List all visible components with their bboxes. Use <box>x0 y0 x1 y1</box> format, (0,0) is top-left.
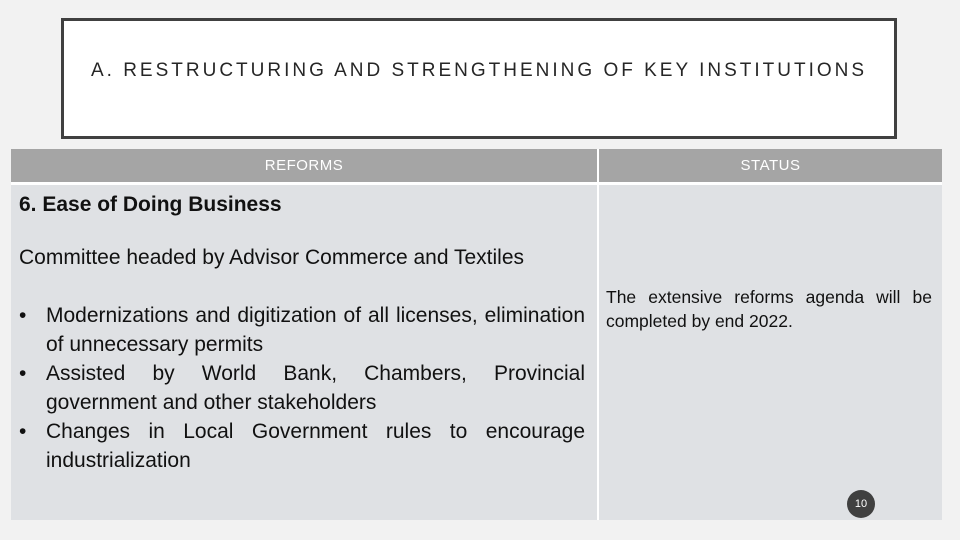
header-status: STATUS <box>599 149 942 182</box>
intro-text: Committee headed by Advisor Commerce and Textiles <box>19 246 525 269</box>
title-box <box>61 18 897 139</box>
slide-title: A. RESTRUCTURING AND STRENGTHENING OF KEY INSTITUTIONS <box>90 60 868 81</box>
reforms-bullet-list <box>19 301 585 475</box>
bullet-item: • Changes in Local Government rules to encourage industrialization <box>19 417 585 475</box>
bullet-item: • Assisted by World Bank, Chambers, Provincial government and other stakeholders <box>19 359 585 417</box>
status-text: The extensive reforms agenda will be completed by end 2022. <box>606 287 932 331</box>
section-heading: 6. Ease of Doing Business <box>19 193 282 216</box>
page-number-badge: 10 <box>847 490 875 518</box>
reforms-cell <box>11 185 597 520</box>
bullet-item: • Modernizations and digitization of all licenses, elimination of unnecessary permits <box>19 301 585 359</box>
header-reforms: REFORMS <box>11 149 597 182</box>
reforms-table <box>11 149 942 520</box>
status-cell <box>599 185 942 520</box>
